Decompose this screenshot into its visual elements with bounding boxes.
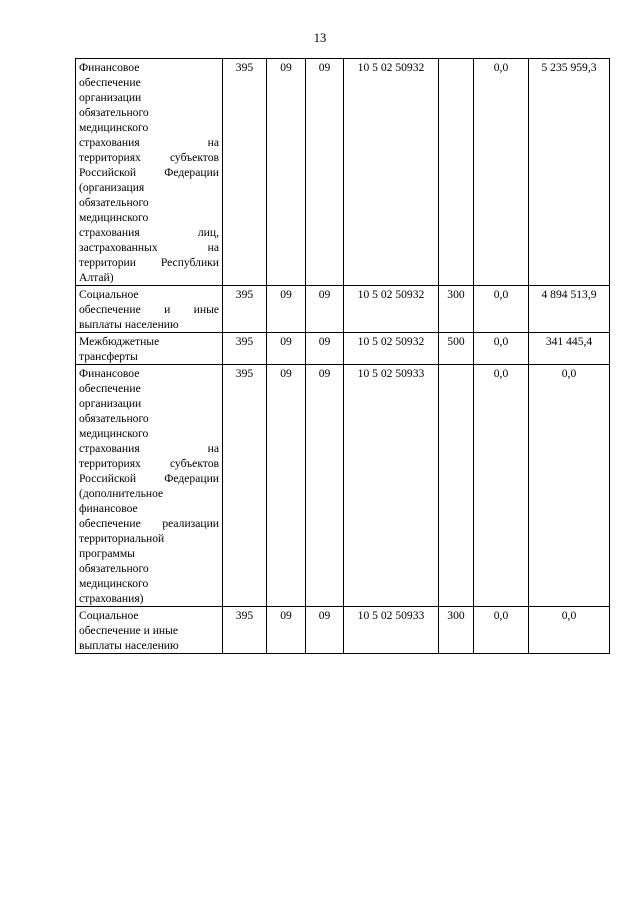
amount-cell-1: 0,0 <box>474 365 529 607</box>
subsection-code-cell: 09 <box>306 607 344 654</box>
expense-name-line: обеспечение и иные <box>79 624 179 637</box>
table-row <box>76 286 610 333</box>
expense-name-line: организации <box>79 397 142 410</box>
amount-cell-1: 0,0 <box>474 333 529 365</box>
target-article-cell: 10 5 02 50933 <box>344 365 439 607</box>
expense-name-cell <box>76 607 223 654</box>
expense-name-line: Социальное <box>79 288 139 301</box>
section-code-cell: 09 <box>267 333 306 365</box>
expense-name-line: медицинского <box>79 121 149 134</box>
expense-name-line: Алтай) <box>79 271 114 284</box>
expense-type-cell: 300 <box>439 286 474 333</box>
expense-type-cell <box>439 59 474 286</box>
expense-name-line: Социальное <box>79 609 139 622</box>
expense-name-line: обязательного <box>79 196 149 209</box>
target-article-cell: 10 5 02 50932 <box>344 333 439 365</box>
subsection-code-cell: 09 <box>306 286 344 333</box>
amount-cell-2: 341 445,4 <box>529 333 610 365</box>
ministry-code-cell: 395 <box>223 607 267 654</box>
expense-name-line: медицинского <box>79 577 149 590</box>
expense-name-line: страхования) <box>79 592 144 605</box>
expense-name-line: обеспечение и иные <box>79 303 219 316</box>
table-row <box>76 365 610 607</box>
expense-name-line: (организация <box>79 181 145 194</box>
expense-name-line: территориальной <box>79 532 165 545</box>
expense-name-line: обязательного <box>79 412 149 425</box>
ministry-code-cell: 395 <box>223 286 267 333</box>
expense-type-cell: 300 <box>439 607 474 654</box>
section-code-cell: 09 <box>267 286 306 333</box>
target-article-cell: 10 5 02 50933 <box>344 607 439 654</box>
expense-name-line: обязательного <box>79 562 149 575</box>
table-row <box>76 607 610 654</box>
budget-table-body <box>76 59 610 654</box>
amount-cell-2: 0,0 <box>529 607 610 654</box>
ministry-code-cell: 395 <box>223 365 267 607</box>
table-row <box>76 333 610 365</box>
page-number: 13 <box>313 31 327 45</box>
section-code-cell: 09 <box>267 365 306 607</box>
expense-name-line: Российской Федерации <box>79 472 219 485</box>
expense-name-cell <box>76 333 223 365</box>
expense-name-line: Финансовое <box>79 61 140 74</box>
amount-cell-2: 5 235 959,3 <box>529 59 610 286</box>
expense-name-line: территориях субъектов <box>79 457 219 470</box>
expense-name-line: Финансовое <box>79 367 140 380</box>
expense-name-line: территории Республики <box>79 256 219 269</box>
expense-name-line: застрахованных на <box>79 241 219 254</box>
subsection-code-cell: 09 <box>306 333 344 365</box>
target-article-cell: 10 5 02 50932 <box>344 59 439 286</box>
amount-cell-1: 0,0 <box>474 607 529 654</box>
subsection-code-cell: 09 <box>306 365 344 607</box>
expense-name-cell <box>76 365 223 607</box>
table-row <box>76 59 610 286</box>
expense-name-line: выплаты населению <box>79 318 179 331</box>
expense-type-cell: 500 <box>439 333 474 365</box>
expense-name-line: обеспечение <box>79 382 141 395</box>
ministry-code-cell: 395 <box>223 333 267 365</box>
section-code-cell: 09 <box>267 607 306 654</box>
expense-name-line: обеспечение <box>79 76 141 89</box>
amount-cell-2: 0,0 <box>529 365 610 607</box>
expense-name-line: страхования на <box>79 442 219 455</box>
expense-name-line: Межбюджетные <box>79 335 160 348</box>
expense-name-cell <box>76 59 223 286</box>
expense-name-line: территориях субъектов <box>79 151 219 164</box>
expense-name-line: страхования на <box>79 136 219 149</box>
subsection-code-cell: 09 <box>306 59 344 286</box>
expense-name-line: обеспечение реализации <box>79 517 219 530</box>
amount-cell-1: 0,0 <box>474 286 529 333</box>
budget-table <box>75 58 610 654</box>
amount-cell-1: 0,0 <box>474 59 529 286</box>
expense-name-line: (дополнительное <box>79 487 164 500</box>
expense-name-line: организации <box>79 91 142 104</box>
expense-name-line: выплаты населению <box>79 639 179 652</box>
expense-name-line: обязательного <box>79 106 149 119</box>
target-article-cell: 10 5 02 50932 <box>344 286 439 333</box>
expense-type-cell <box>439 365 474 607</box>
expense-name-line: медицинского <box>79 211 149 224</box>
ministry-code-cell: 395 <box>223 59 267 286</box>
expense-name-line: медицинского <box>79 427 149 440</box>
expense-name-line: программы <box>79 547 135 560</box>
section-code-cell: 09 <box>267 59 306 286</box>
expense-name-cell <box>76 286 223 333</box>
amount-cell-2: 4 894 513,9 <box>529 286 610 333</box>
expense-name-line: трансферты <box>79 350 138 363</box>
expense-name-line: финансовое <box>79 502 138 515</box>
expense-name-line: Российской Федерации <box>79 166 219 179</box>
expense-name-line: страхования лиц, <box>79 226 219 239</box>
